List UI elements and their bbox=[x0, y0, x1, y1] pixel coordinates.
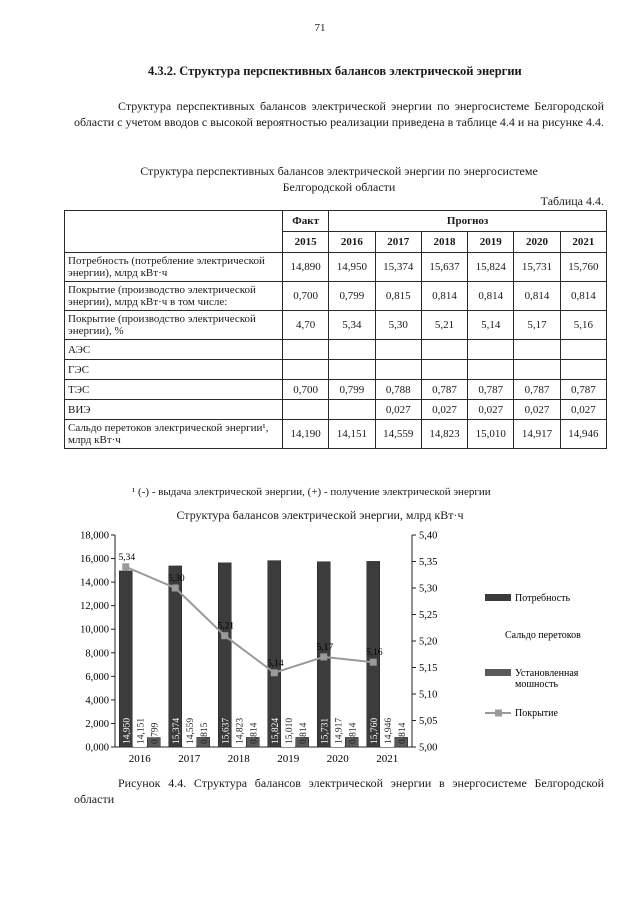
table-cell: 0,814 bbox=[421, 282, 467, 311]
balance-table bbox=[64, 210, 607, 449]
legend-swatch bbox=[485, 669, 511, 676]
table-row bbox=[65, 380, 607, 400]
table-row bbox=[65, 282, 607, 311]
table-cell: 14,151 bbox=[329, 420, 375, 449]
table-cell bbox=[560, 360, 606, 380]
table-cell: 5,14 bbox=[468, 311, 514, 340]
bar-label: 15,760 bbox=[369, 717, 380, 744]
header-year: 2021 bbox=[560, 232, 606, 253]
header-year: 2018 bbox=[421, 232, 467, 253]
header-year: 2015 bbox=[283, 232, 329, 253]
bar-label: 15,374 bbox=[171, 717, 182, 744]
table-row bbox=[65, 360, 607, 380]
x-tick-label: 2017 bbox=[178, 753, 201, 765]
table-cell: 0,027 bbox=[421, 400, 467, 420]
table-cell: 5,17 bbox=[514, 311, 560, 340]
table-cell: 0,814 bbox=[560, 282, 606, 311]
legend-label: Сальдо перетоков bbox=[505, 630, 581, 641]
page-number: 71 bbox=[314, 22, 326, 34]
legend-label: мошность bbox=[515, 679, 558, 690]
y-tick-label-left: 2,000 bbox=[85, 718, 109, 730]
table-cell bbox=[329, 400, 375, 420]
table-caption-line-1: Структура перспективных балансов электрической энергии по энергосистеме bbox=[140, 164, 538, 178]
y-tick-label-left: 4,000 bbox=[85, 695, 109, 707]
table-cell bbox=[283, 340, 329, 360]
table-cell: 14,946 bbox=[560, 420, 606, 449]
table-cell bbox=[514, 340, 560, 360]
row-label: Покрытие (производство электрической энергии), млрд кВт·ч в том числе: bbox=[65, 282, 283, 311]
legend-label: Покрытие bbox=[515, 708, 558, 719]
coverage-label: 5,17 bbox=[316, 642, 334, 653]
table-cell: 0,700 bbox=[283, 380, 329, 400]
y-tick-label-left: 14,000 bbox=[80, 577, 109, 589]
coverage-label: 5,16 bbox=[365, 648, 383, 659]
y-tick-label-right: 5,40 bbox=[419, 530, 438, 542]
bar-label: 15,010 bbox=[284, 717, 295, 744]
table-cell: 15,010 bbox=[468, 420, 514, 449]
x-tick-label: 2019 bbox=[277, 753, 300, 765]
table-cell: 15,824 bbox=[468, 253, 514, 282]
bar-label: 14,559 bbox=[185, 717, 196, 744]
figure-caption: Рисунок 4.4. Структура балансов электрической энергии в энергосистеме Белгородской области bbox=[74, 776, 604, 806]
coverage-point bbox=[122, 563, 129, 570]
table-row bbox=[65, 311, 607, 340]
table-cell bbox=[329, 360, 375, 380]
intro-paragraph: Структура перспективных балансов электрической энергии по энергосистеме Белгородской области с учетом вводов с высокой вероятностью реализации приведена в таблице 4.4 и на рисунке 4.4. bbox=[74, 99, 604, 129]
table-cell bbox=[468, 360, 514, 380]
table-cell bbox=[375, 360, 421, 380]
header-year: 2019 bbox=[468, 232, 514, 253]
table-cell: 0,027 bbox=[560, 400, 606, 420]
y-tick-label-right: 5,05 bbox=[419, 716, 438, 727]
coverage-label: 5,14 bbox=[266, 658, 284, 669]
bar-label: 15,637 bbox=[221, 717, 232, 744]
table-label: Таблица 4.4. bbox=[540, 194, 604, 208]
y-tick-label-left: 0,000 bbox=[85, 742, 109, 754]
y-tick-label-right: 5,35 bbox=[419, 557, 438, 568]
table-row bbox=[65, 400, 607, 420]
bar-label: 14,823 bbox=[235, 717, 246, 744]
y-tick-label-right: 5,10 bbox=[419, 689, 438, 701]
chart-title: Структура балансов электрической энергии, млрд кВт·ч bbox=[176, 508, 464, 522]
x-tick-label: 2020 bbox=[326, 753, 349, 765]
table-cell bbox=[514, 360, 560, 380]
table-cell: 0,787 bbox=[468, 380, 514, 400]
table-cell: 15,731 bbox=[514, 253, 560, 282]
legend-label: Установленная bbox=[515, 668, 579, 679]
y-tick-label-right: 5,15 bbox=[419, 663, 438, 674]
bar-label: 0,814 bbox=[249, 722, 260, 744]
bar-label: 0,814 bbox=[348, 722, 359, 744]
header-year: 2016 bbox=[329, 232, 375, 253]
table-cell: 0,787 bbox=[514, 380, 560, 400]
table-cell: 14,190 bbox=[283, 420, 329, 449]
table-cell: 5,21 bbox=[421, 311, 467, 340]
legend-label: Потребность bbox=[515, 593, 571, 604]
table-cell: 14,917 bbox=[514, 420, 560, 449]
x-tick-label: 2021 bbox=[376, 753, 399, 765]
table-row bbox=[65, 420, 607, 449]
table-cell: 0,814 bbox=[468, 282, 514, 311]
table-cell: 14,559 bbox=[375, 420, 421, 449]
coverage-label: 5,34 bbox=[118, 552, 136, 563]
table-row bbox=[65, 340, 607, 360]
table-row bbox=[65, 253, 607, 282]
coverage-point bbox=[370, 659, 377, 666]
table-cell: 0,799 bbox=[329, 282, 375, 311]
bar-label: 15,824 bbox=[270, 717, 281, 744]
table-cell bbox=[421, 360, 467, 380]
bar-label: 15,731 bbox=[320, 717, 331, 744]
table-cell bbox=[283, 400, 329, 420]
y-tick-label-right: 5,25 bbox=[419, 610, 438, 621]
coverage-point bbox=[320, 653, 327, 660]
table-cell bbox=[283, 360, 329, 380]
y-tick-label-left: 8,000 bbox=[85, 648, 109, 660]
table-caption-line-2: Белгородской области bbox=[282, 180, 396, 194]
table-caption bbox=[74, 163, 604, 195]
table-cell: 5,30 bbox=[375, 311, 421, 340]
row-label: Покрытие (производство электрической энергии), % bbox=[65, 311, 283, 340]
y-tick-label-right: 5,30 bbox=[419, 583, 438, 595]
table-cell: 14,890 bbox=[283, 253, 329, 282]
header-forecast: Прогноз bbox=[329, 211, 607, 232]
table-cell: 14,950 bbox=[329, 253, 375, 282]
bar-label: 0,814 bbox=[298, 722, 309, 744]
y-tick-label-left: 10,000 bbox=[80, 624, 109, 636]
bar-label: 0,799 bbox=[150, 722, 161, 744]
coverage-label: 5,30 bbox=[167, 574, 185, 584]
table-cell: 0,027 bbox=[375, 400, 421, 420]
section-heading: 4.3.2. Структура перспективных балансов электрической энергии bbox=[148, 64, 522, 78]
table-cell: 5,16 bbox=[560, 311, 606, 340]
coverage-label: 5,21 bbox=[217, 621, 235, 632]
table-cell bbox=[329, 340, 375, 360]
y-tick-label-left: 6,000 bbox=[85, 671, 109, 683]
bar-label: 14,151 bbox=[136, 717, 147, 744]
table-cell: 14,823 bbox=[421, 420, 467, 449]
header-year: 2020 bbox=[514, 232, 560, 253]
table-cell: 0,027 bbox=[514, 400, 560, 420]
table-cell bbox=[560, 340, 606, 360]
table-cell: 0,787 bbox=[560, 380, 606, 400]
legend-swatch bbox=[485, 594, 511, 601]
coverage-point bbox=[271, 669, 278, 676]
table-corner bbox=[65, 211, 283, 253]
table-cell: 0,814 bbox=[514, 282, 560, 311]
bar-label: 14,917 bbox=[334, 717, 345, 744]
row-label: АЭС bbox=[65, 340, 283, 360]
y-tick-label-left: 16,000 bbox=[80, 554, 109, 566]
header-year: 2017 bbox=[375, 232, 421, 253]
row-label: ВИЭ bbox=[65, 400, 283, 420]
row-label: Сальдо перетоков электрической энергии¹, млрд кВт·ч bbox=[65, 420, 283, 449]
table-cell: 15,760 bbox=[560, 253, 606, 282]
x-tick-label: 2016 bbox=[128, 753, 151, 765]
table-cell: 0,700 bbox=[283, 282, 329, 311]
table-cell bbox=[421, 340, 467, 360]
table-cell: 5,34 bbox=[329, 311, 375, 340]
table-cell: 15,374 bbox=[375, 253, 421, 282]
y-tick-label-right: 5,00 bbox=[419, 742, 438, 754]
table-cell bbox=[468, 340, 514, 360]
balance-chart bbox=[60, 525, 600, 765]
y-tick-label-right: 5,20 bbox=[419, 636, 438, 648]
row-label: Потребность (потребление электрической энергии), млрд кВт·ч bbox=[65, 253, 283, 282]
x-tick-label: 2018 bbox=[227, 753, 250, 765]
bar-label: 14,950 bbox=[122, 717, 133, 744]
table-cell: 0,787 bbox=[421, 380, 467, 400]
table-cell: 0,788 bbox=[375, 380, 421, 400]
bar-label: 14,946 bbox=[383, 717, 394, 744]
table-cell bbox=[375, 340, 421, 360]
table-cell: 15,637 bbox=[421, 253, 467, 282]
table-cell: 0,815 bbox=[375, 282, 421, 311]
legend-marker bbox=[495, 710, 502, 717]
table-footnote: ¹ (-) - выдача электрической энергии, (+) - получение электрической энергии bbox=[132, 486, 491, 498]
coverage-point bbox=[172, 585, 179, 592]
bar-label: 0,814 bbox=[397, 722, 408, 744]
coverage-point bbox=[221, 632, 228, 639]
row-label: ТЭС bbox=[65, 380, 283, 400]
header-fact: Факт bbox=[283, 211, 329, 232]
table-cell: 0,027 bbox=[468, 400, 514, 420]
table-cell: 4,70 bbox=[283, 311, 329, 340]
y-tick-label-left: 12,000 bbox=[80, 601, 109, 613]
row-label: ГЭС bbox=[65, 360, 283, 380]
table-cell: 0,799 bbox=[329, 380, 375, 400]
y-tick-label-left: 18,000 bbox=[80, 530, 109, 542]
bar-label: 0,815 bbox=[199, 722, 210, 744]
